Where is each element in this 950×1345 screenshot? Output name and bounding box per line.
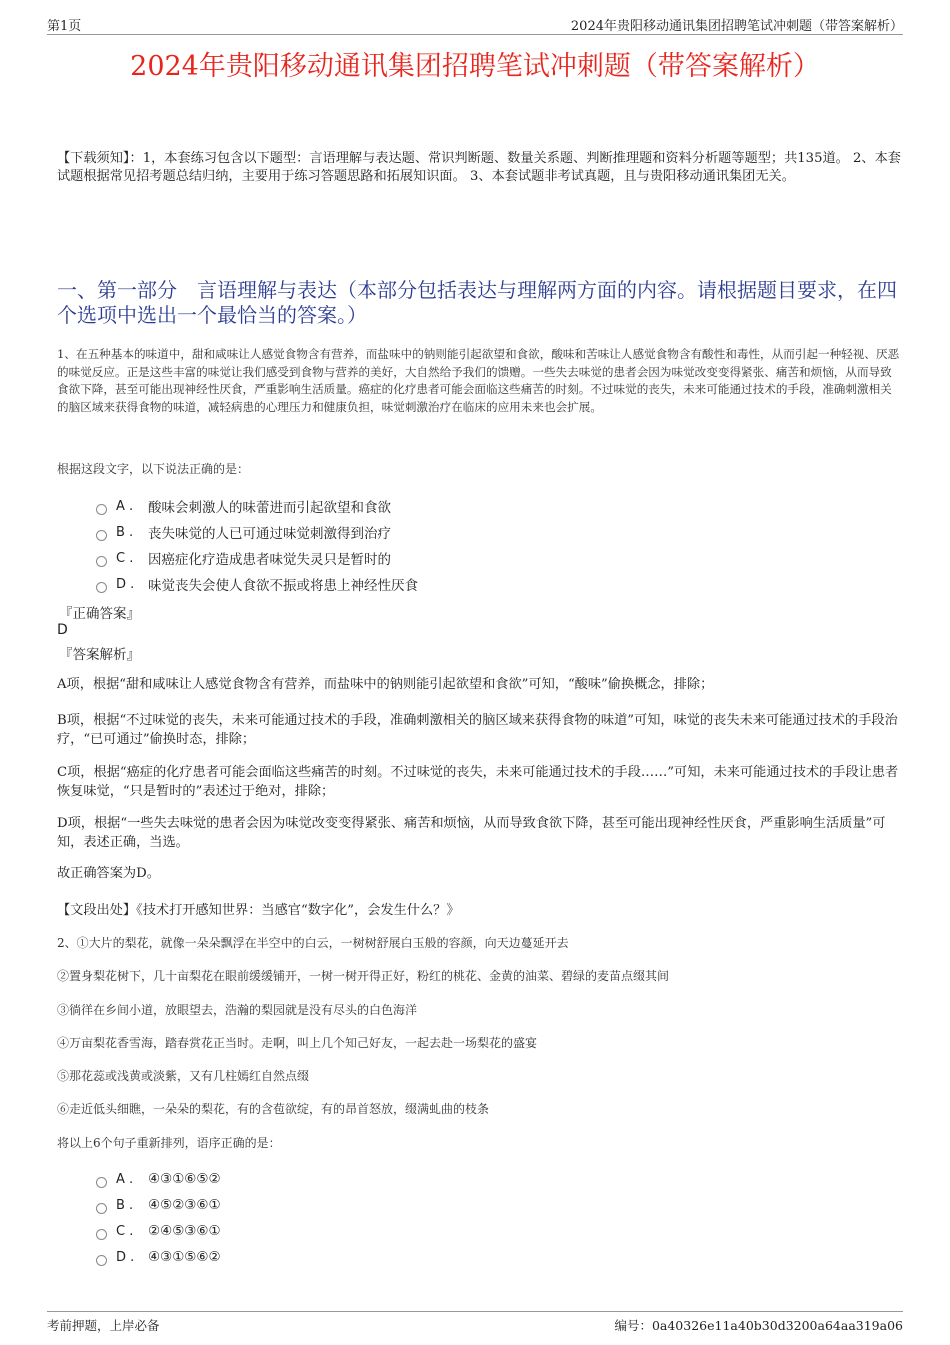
header-doc-title: 2024年贵阳移动通讯集团招聘笔试冲刺题（带答案解析）: [570, 19, 903, 34]
option-letter: A .: [116, 1171, 134, 1187]
q2-question: 将以上6个句子重新排列，语序正确的是：: [57, 1136, 281, 1150]
q1-passage: 1、在五种基本的味道中，甜和咸味让人感觉食物含有营养，而盐味中的钠则能引起欲望和食欲，酸味和苦味让人感觉食物含有酸性和毒性，从而引起一种轻视、厌恶的味觉反应。正是这些丰富的味觉让我们感受到食物与营养的美好，大自然给予我们的馈赠。一些失去味觉的患者会因为味觉改变变得紧张、痛苦和烦恼，从而导致食欲下降，甚至可能出现神经性厌食，严重影响生活质量。癌症的化疗患者可能会面临这些痛苦的时刻。不过味觉的丧失，未来可能通过技术的手段，准确刺激相关的脑区域来获得食物的味道，减轻病患的心理压力和健康负担，味觉刺激治疗在临床的应用未来也会扩展。: [57, 347, 900, 414]
radio-icon[interactable]: [96, 1229, 107, 1240]
q2-sentence-4: ④万亩梨花香雪海，踏春赏花正当时。走啊，叫上几个知己好友，一起去赴一场梨花的盛宴: [57, 1036, 538, 1050]
q2-option-a[interactable]: [96, 1168, 221, 1190]
q1-option-b[interactable]: [96, 521, 391, 543]
option-text: ④⑤②③⑥①: [148, 1197, 221, 1213]
analysis-label: 『答案解析』: [59, 647, 140, 663]
q2-option-c[interactable]: [96, 1220, 221, 1242]
option-text: 味觉丧失会使人食欲不振或将患上神经性厌食: [148, 578, 418, 594]
analysis-c: C项，根据“癌症的化疗患者可能会面临这些痛苦的时刻。不过味觉的丧失，未来可能通过技术的手段……”可知，未来可能通过技术的手段让患者恢复味觉，“只是暂时的”表述过于绝对，排除；: [57, 765, 899, 799]
footer-slogan: 考前押题，上岸必备: [47, 1318, 160, 1333]
q2-option-b[interactable]: [96, 1194, 221, 1216]
q1-option-a[interactable]: [96, 495, 391, 517]
option-letter: C .: [116, 1223, 134, 1239]
radio-icon[interactable]: [96, 582, 107, 593]
passage-source: 【文段出处】《技术打开感知世界：当感官“数字化”，会发生什么？》: [57, 903, 460, 918]
page-header: [47, 12, 903, 35]
q1-option-c[interactable]: [96, 547, 391, 569]
radio-icon[interactable]: [96, 1203, 107, 1214]
q2-sentence-5: ⑤那花蕊或浅黄或淡紫，又有几柱嫣红自然点缀: [57, 1069, 310, 1083]
page-number: 第1页: [47, 19, 82, 34]
q1-option-d[interactable]: [96, 573, 418, 595]
option-letter: C .: [116, 550, 134, 566]
footer-doc-id: 编号：0a40326e11a40b30d3200a64aa319a06: [614, 1318, 903, 1333]
correct-answer: D: [57, 622, 68, 638]
q2-sentence-3: ③徜徉在乡间小道，放眼望去，浩瀚的梨园就是没有尽头的白色海洋: [57, 1003, 418, 1017]
q1-question: 根据这段文字，以下说法正确的是：: [57, 462, 250, 476]
radio-icon[interactable]: [96, 530, 107, 541]
option-letter: B .: [116, 1197, 134, 1213]
q2-sentence-2: ②置身梨花树下，几十亩梨花在眼前缓缓铺开，一树一树开得正好，粉红的桃花、金黄的油菜、碧绿的麦苗点缀其间: [57, 969, 670, 983]
option-text: 因癌症化疗造成患者味觉失灵只是暂时的: [148, 552, 391, 568]
option-text: 酸味会刺激人的味蕾进而引起欲望和食欲: [148, 500, 391, 516]
page-footer: [47, 1311, 903, 1333]
radio-icon[interactable]: [96, 504, 107, 515]
q2-sentence-1: 2、①大片的梨花，就像一朵朵飘浮在半空中的白云，一树树舒展白玉般的容颜，向天边蔓延开去: [57, 936, 569, 950]
page-title: 2024年贵阳移动通讯集团招聘笔试冲刺题（带答案解析）: [130, 51, 820, 82]
correct-answer-label: 『正确答案』: [59, 606, 140, 622]
option-letter: B .: [116, 524, 134, 540]
analysis-d: D项，根据“一些失去味觉的患者会因为味觉改变变得紧张、痛苦和烦恼，从而导致食欲下降，甚至可能出现神经性厌食，严重影响生活质量”可知，表述正确，当选。: [57, 816, 886, 850]
option-letter: A .: [116, 498, 134, 514]
radio-icon[interactable]: [96, 1177, 107, 1188]
q2-option-d[interactable]: [96, 1246, 221, 1268]
option-text: ②④⑤③⑥①: [148, 1223, 221, 1239]
radio-icon[interactable]: [96, 1255, 107, 1266]
option-text: ④③①⑤⑥②: [148, 1249, 221, 1265]
analysis-b: B项，根据“不过味觉的丧失，未来可能通过技术的手段，准确刺激相关的脑区域来获得食物的味道”可知，味觉的丧失未来可能通过技术的手段治疗，“已可通过”偷换时态，排除；: [57, 713, 898, 747]
download-notice: 【下载须知】：1，本套练习包含以下题型：言语理解与表达题、常识判断题、数量关系题、判断推理题和资料分析题等题型；共135道。 2、本套试题根据常见招考题总结归纳，主要用于练习答题思路和拓展知识面。 3、本套试题非考试真题，且与贵阳移动通讯集团无关。: [57, 151, 901, 184]
analysis-a: A项，根据“甜和咸味让人感觉食物含有营养，而盐味中的钠则能引起欲望和食欲”可知，“酸味”偷换概念，排除；: [57, 677, 714, 692]
q2-sentence-6: ⑥走近低头细瞧，一朵朵的梨花，有的含苞欲绽，有的昂首怒放，缀满虬曲的枝条: [57, 1102, 490, 1116]
analysis-conclusion: 故正确答案为D。: [57, 866, 160, 881]
option-letter: D .: [116, 576, 135, 592]
radio-icon[interactable]: [96, 556, 107, 567]
option-text: 丧失味觉的人已可通过味觉刺激得到治疗: [148, 526, 391, 542]
section-title: 一、第一部分 言语理解与表达（本部分包括表达与理解两方面的内容。请根据题目要求，在四个选项中选出一个最恰当的答案。）: [57, 278, 897, 327]
option-letter: D .: [116, 1249, 135, 1265]
option-text: ④③①⑥⑤②: [148, 1171, 221, 1187]
